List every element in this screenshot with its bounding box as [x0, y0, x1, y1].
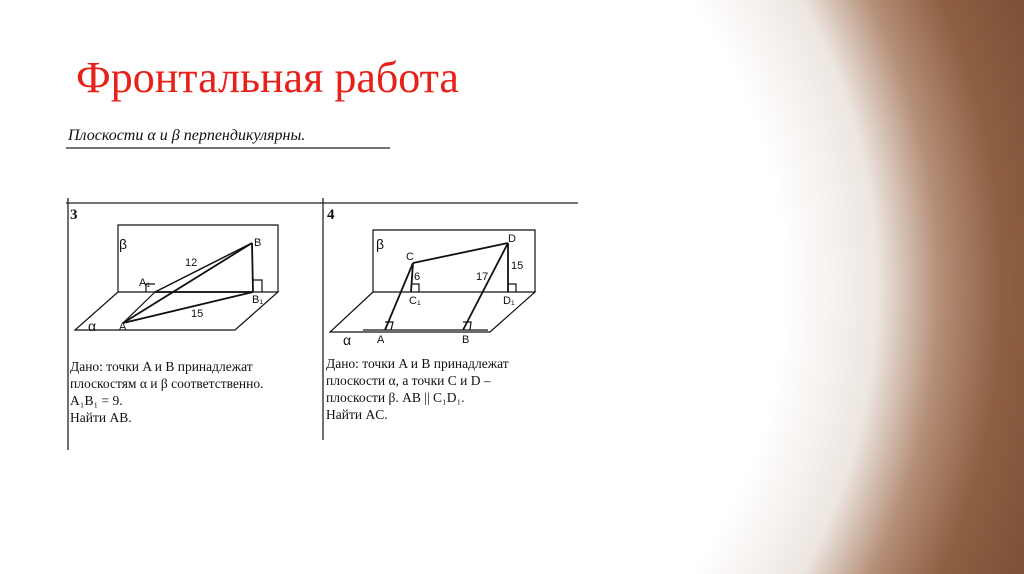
task4-length-17: 17: [476, 271, 489, 283]
task3-text: [70, 358, 263, 426]
problem-statement: Плоскости α и β перпендикулярны.: [68, 127, 306, 144]
task3-diagram: [75, 225, 278, 330]
task4-label-A: A: [377, 334, 385, 346]
task4-diagram: [330, 230, 535, 332]
task3-label-B: B: [254, 237, 262, 249]
task3-beta-label: β: [119, 236, 128, 252]
task4-line: плоскости α, а точки C и D –: [326, 373, 491, 388]
task4-line: плоскости β. AB || C₁D₁.: [326, 390, 465, 405]
task4-length-6: 6: [414, 271, 421, 283]
task4-label-D1: D₁: [503, 295, 515, 307]
task3-line: Найти AB.: [70, 410, 132, 425]
task4-text: [326, 355, 509, 423]
task3-line: A₁B₁ = 9.: [70, 393, 123, 408]
task3-label-A: A: [119, 321, 127, 333]
task4-alpha-label: α: [343, 332, 352, 348]
task4-length-15: 15: [511, 260, 524, 272]
task3-length-12: 12: [185, 257, 198, 269]
task4-label-B: B: [462, 334, 470, 346]
slide-title: Фронтальная работа: [76, 53, 459, 102]
task4-line: Дано: точки A и B принадлежат: [326, 356, 509, 371]
task4-labels: [343, 233, 523, 348]
task3-line: плоскостям α и β соответственно.: [70, 376, 264, 391]
task3-label-B1: B₁: [252, 294, 264, 306]
task4-label-C: C: [406, 251, 414, 263]
task4-line: Найти AC.: [326, 407, 388, 422]
task4-number: 4: [327, 207, 335, 223]
task4-label-C1: C₁: [409, 295, 421, 307]
task3-number: 3: [70, 207, 78, 223]
task3-alpha-label: α: [88, 318, 97, 334]
task3-line: Дано: точки A и B принадлежат: [70, 359, 253, 374]
task3-length-15: 15: [191, 308, 204, 320]
task4-label-D: D: [508, 233, 516, 245]
task3-label-A1: A₁: [139, 277, 151, 289]
task4-beta-label: β: [376, 236, 385, 252]
